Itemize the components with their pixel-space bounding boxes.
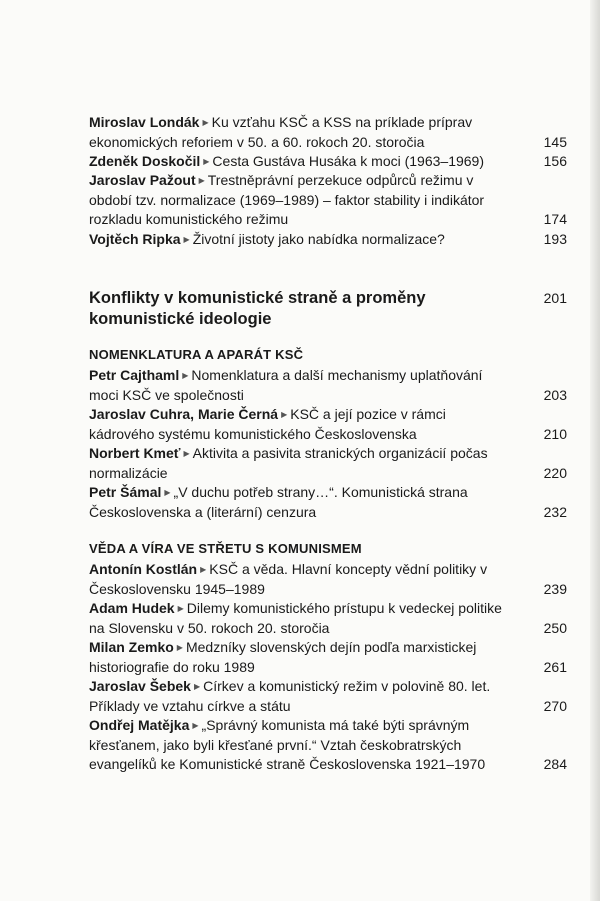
triangle-right-icon: ▶	[193, 682, 201, 691]
toc-author: Milan Zemko	[89, 639, 174, 655]
toc-title: Aktivita a pasivita stranických organizácií počas normalizácie	[89, 445, 488, 481]
toc-page-number: 261	[543, 658, 567, 675]
toc-page-number: 145	[543, 133, 567, 150]
toc-author: Petr Šámal	[89, 484, 162, 500]
toc-entry	[89, 716, 567, 775]
toc-title: Církev a komunistický režim v polovině 80. let. Příklady ve vztahu církve a státu	[89, 678, 491, 714]
toc-title: Nomenklatura a další mechanismy uplatňování moci KSČ ve společnosti	[89, 367, 483, 403]
toc-entry-text	[89, 366, 509, 405]
toc-entry	[89, 113, 567, 152]
toc-entry	[89, 677, 567, 716]
triangle-right-icon: ▶	[200, 565, 207, 574]
toc-author: Jaroslav Cuhra, Marie Černá	[89, 406, 279, 422]
toc-title: „Správný komunista má také býti správným křesťanem, jako byli křesťané první.“ Vztah českobratrských evangelíků ke Komunistické straně Československa 1921–1970	[89, 717, 486, 772]
toc-author: Ondřej Matějka	[89, 717, 190, 733]
toc-author: Norbert Kmeť	[89, 445, 181, 461]
toc-title: Životní jistoty jako nabídka normalizace?	[192, 231, 445, 247]
triangle-right-icon: ▶	[183, 449, 190, 458]
toc-title: „V duchu potřeb strany…“. Komunistická strana Československa a (literární) cenzura	[89, 484, 468, 520]
toc-page-number: 156	[543, 153, 567, 169]
toc-author: Jaroslav Šebek	[89, 678, 191, 694]
toc-page-number: 270	[543, 697, 567, 714]
toc-title: KSČ a její pozice v rámci kádrového systému komunistického Československa	[89, 406, 446, 442]
toc-entry-text	[89, 171, 509, 230]
toc-page-number: 239	[543, 580, 567, 597]
toc-entry-text	[89, 444, 509, 483]
section-page-number: 201	[543, 290, 567, 306]
toc-entry-text	[89, 677, 509, 716]
toc-title: KSČ a věda. Hlavní koncepty vědní politiky v Československu 1945–1989	[89, 561, 488, 597]
triangle-right-icon: ▶	[202, 118, 209, 127]
toc-entry	[89, 560, 567, 599]
triangle-right-icon: ▶	[198, 176, 205, 185]
toc-entry	[89, 405, 567, 444]
toc-entry	[89, 444, 567, 483]
toc-author: Miroslav Londák	[89, 114, 200, 130]
subsection-heading: NOMENKLATURA A APARÁT KSČ	[89, 347, 304, 362]
toc-page-number: 210	[543, 425, 567, 442]
toc-title: Ku vzťahu KSČ a KSS na príklade príprav ekonomických reforiem v 50. a 60. rokoch 20. storočia	[89, 114, 473, 150]
page-edge	[590, 0, 600, 901]
toc-entry-text	[89, 152, 509, 172]
triangle-right-icon: ▶	[176, 643, 183, 652]
toc-title: Dilemy komunistického prístupu k vedeckej politike na Slovensku v 50. rokoch 20. storočia	[89, 600, 502, 636]
toc-entry-text	[89, 405, 509, 444]
toc-entry-text	[89, 560, 509, 599]
toc-page-number: 232	[543, 503, 567, 520]
toc-page-number: 203	[543, 386, 567, 403]
toc-title: Trestněprávní perzekuce odpůrců režimu v období tzv. normalizace (1969–1989) – faktor stability i indikátor rozkladu komunistického režimu	[89, 172, 485, 227]
toc-page-number: 193	[543, 231, 567, 247]
toc-entry-text	[89, 113, 509, 152]
toc-author: Vojtěch Ripka	[89, 231, 181, 247]
toc-entry	[89, 152, 567, 172]
triangle-right-icon: ▶	[164, 488, 171, 497]
toc-author: Antonín Kostlán	[89, 561, 198, 577]
toc-entry-text	[89, 599, 509, 638]
toc-entry	[89, 483, 567, 522]
section-title	[89, 288, 567, 330]
toc-title: Medzníky slovenských dejín podľa marxistickej historiografie do roku 1989	[89, 639, 477, 675]
toc-entry	[89, 171, 567, 230]
toc-entry-text	[89, 230, 509, 250]
toc-entry-text	[89, 638, 509, 677]
toc-entry-text	[89, 716, 509, 775]
toc-author: Jaroslav Pažout	[89, 172, 196, 188]
toc-entry	[89, 638, 567, 677]
triangle-right-icon: ▶	[192, 721, 199, 730]
toc-page-number: 220	[543, 464, 567, 481]
toc-page-number: 284	[543, 756, 567, 772]
triangle-right-icon: ▶	[281, 410, 288, 419]
toc-page-number: 250	[543, 619, 567, 636]
toc-entry	[89, 230, 567, 250]
toc-author: Adam Hudek	[89, 600, 175, 616]
toc-entry	[89, 366, 567, 405]
toc-author: Zdeněk Doskočil	[89, 153, 201, 169]
toc-entry	[89, 599, 567, 638]
toc-title: Cesta Gustáva Husáka k moci (1963–1969)	[212, 153, 485, 169]
toc-author: Petr Cajthaml	[89, 367, 180, 383]
triangle-right-icon: ▶	[183, 235, 190, 244]
subsection-heading: VĚDA A VÍRA VE STŘETU S KOMUNISMEM	[89, 541, 362, 556]
triangle-right-icon: ▶	[177, 604, 184, 613]
triangle-right-icon: ▶	[182, 371, 189, 380]
triangle-right-icon: ▶	[203, 157, 210, 166]
toc-page-number: 174	[543, 211, 567, 227]
section-title-text: Konflikty v komunistické straně a proměny komunistické ideologie	[89, 289, 426, 328]
toc-entry-text	[89, 483, 509, 522]
